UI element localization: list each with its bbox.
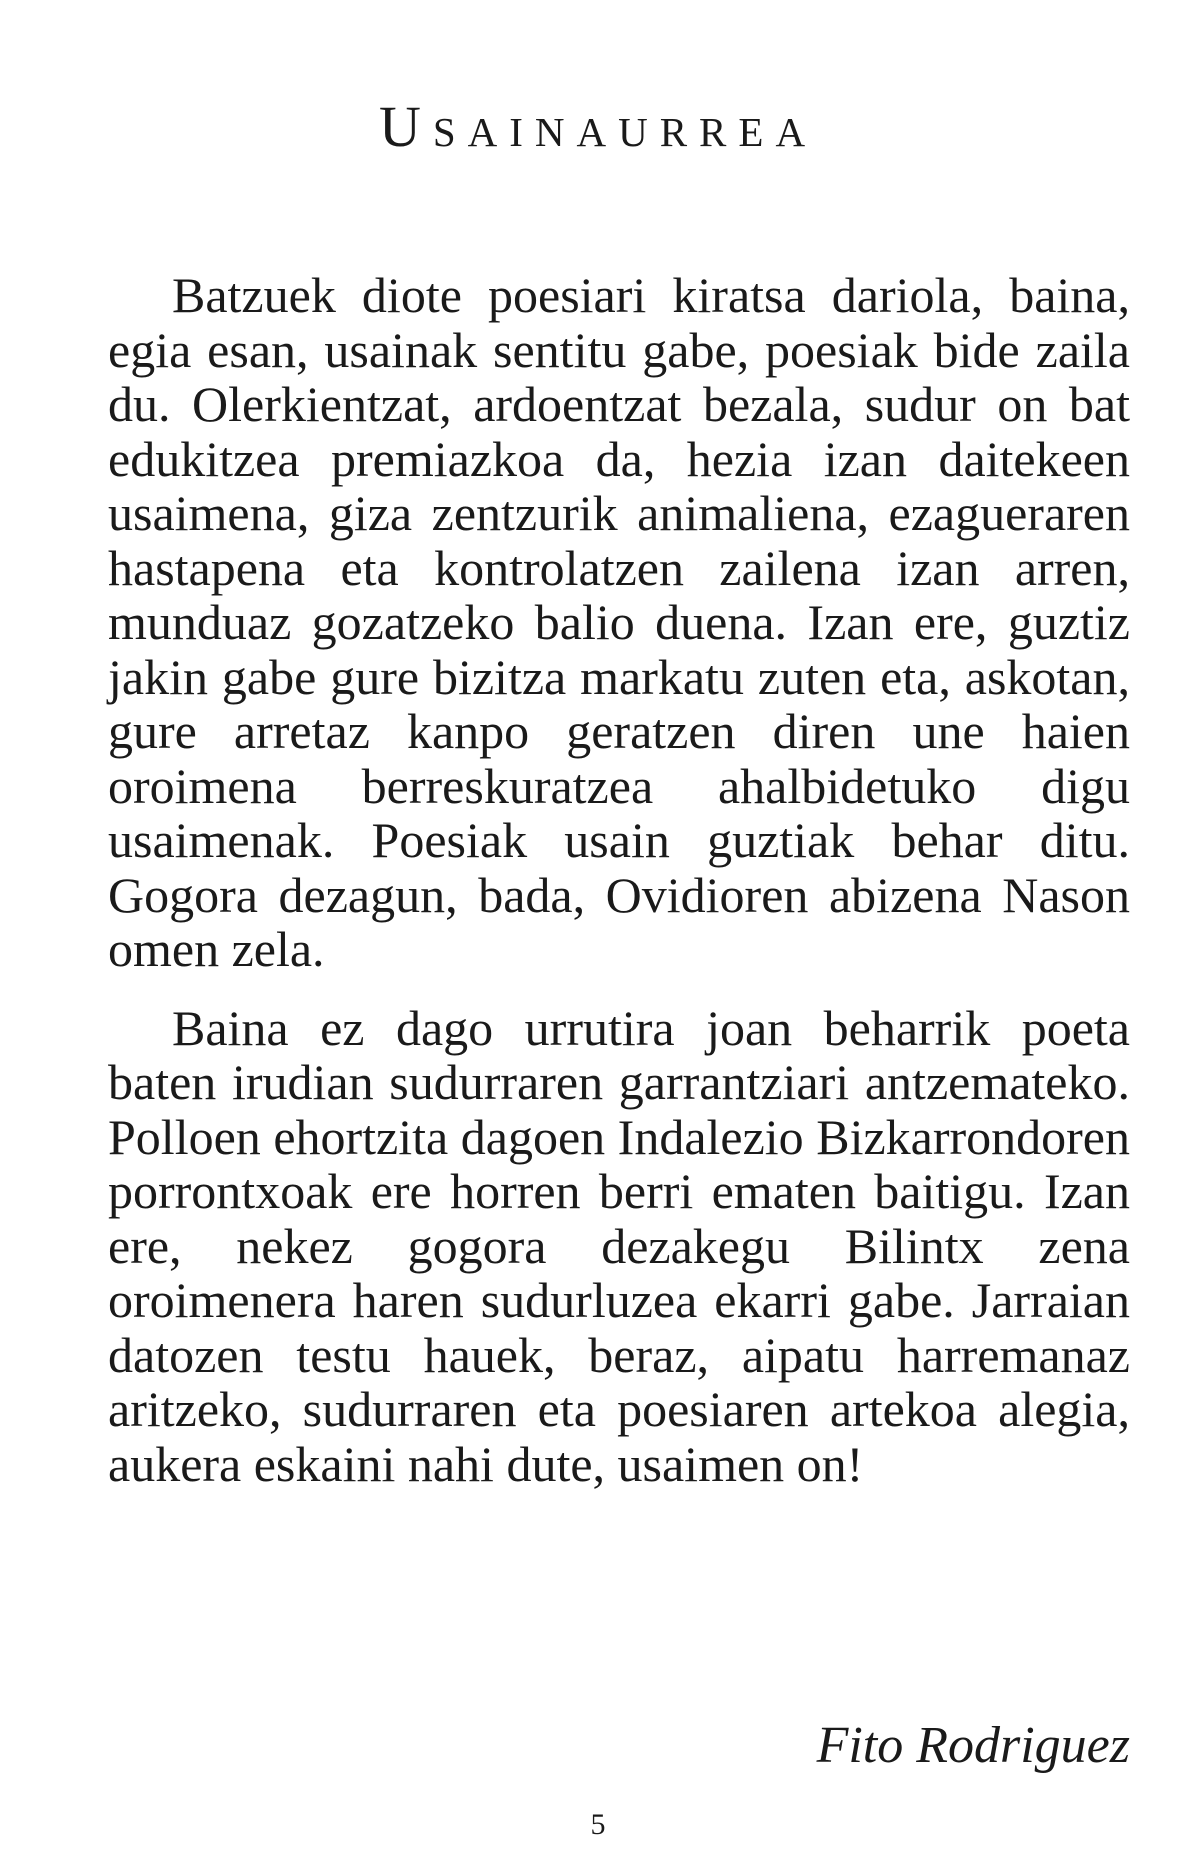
body-text — [108, 268, 1130, 1515]
paragraph-2: Baina ez dago urrutira joan beharrik poeta baten irudian sudurraren garrantziari antzemateko. Polloen ehortzita dagoen Indalezio Bizkarrondoren porrontxoak ere horren berri ematen baitigu. Izan ere, nekez gogora dezakegu Bilintx zena oroimenera haren sudurluzea ekarri gabe. Jarraian datozen testu hauek, beraz, aipatu harremanaz aritzeko, sudurraren eta poesiaren artekoa alegia, aukera eskaini nahi dute, usaimen on! — [108, 999, 1130, 1492]
paragraph-1: Batzuek diote poesiari kiratsa dariola, baina, egia esan, usainak sentitu gabe, poesiak bide zaila du. Olerkientzat, ardoentzat bezala, sudur on bat edukitzea premiazkoa da, hezia izan daitekeen usaimena, giza zentzurik animaliena, ezagueraren hastapena eta kontrolatzen zailena izan arren, munduaz gozatzeko balio duena. Izan ere, guztiz jakin gabe gure bizitza markatu zuten eta, askotan, gure arretaz kanpo geratzen diren une haien oroimena berreskuratzea ahalbidetuko digu usaimenak. Poesiak usain guztiak behar ditu. Gogora dezagun, bada, Ovidioren abizena Nason omen zela. — [108, 267, 1130, 977]
page-number: 5 — [590, 1808, 606, 1841]
author-signature: Fito Rodriguez — [816, 1717, 1130, 1774]
page-title: Usainaurrea — [378, 94, 818, 159]
